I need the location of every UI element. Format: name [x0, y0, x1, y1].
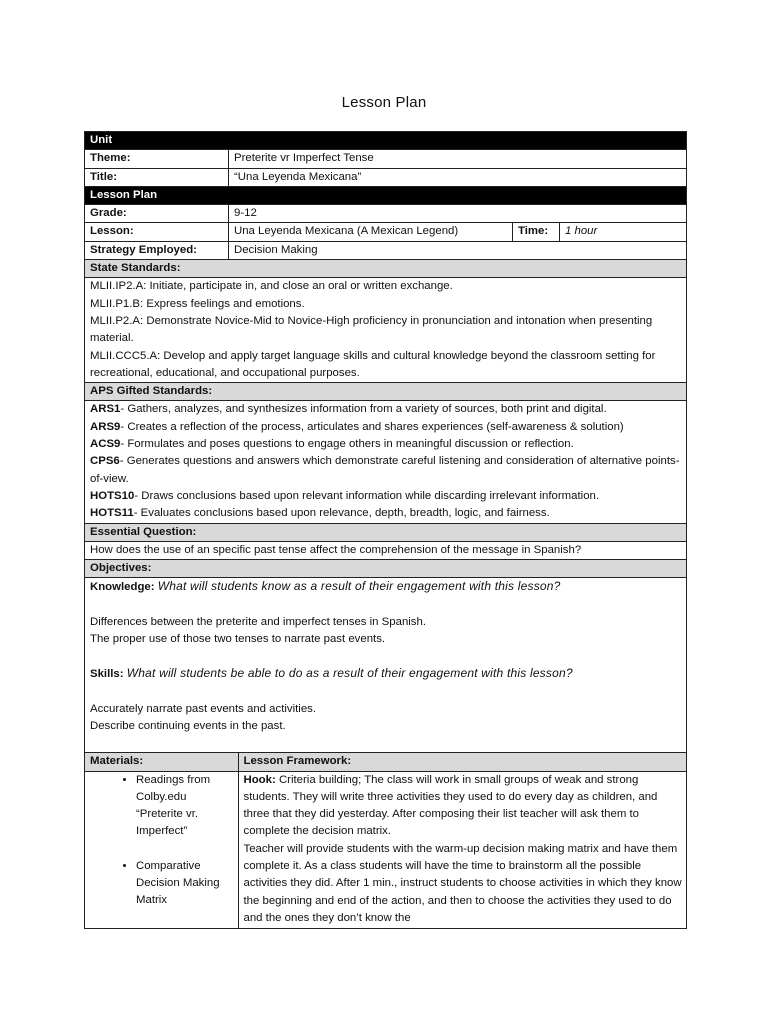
aps-item	[90, 436, 681, 453]
state-standard-item: MLII.P2.A: Demonstrate Novice-Mid to Novice-High proficiency in pronunciation and intonation when presenting material.	[90, 314, 653, 345]
framework-header: Lesson Framework:	[238, 753, 687, 771]
theme-row	[85, 150, 687, 168]
aps-code: ACS9	[90, 438, 121, 451]
aps-header-row	[85, 383, 687, 401]
time-label: Time:	[513, 223, 560, 241]
aps-item	[90, 453, 681, 488]
lesson-plan-header: Lesson Plan	[85, 186, 687, 204]
strategy-label: Strategy Employed:	[85, 241, 229, 259]
grade-value: 9-12	[229, 205, 687, 223]
aps-item	[90, 419, 681, 436]
unit-header: Unit	[85, 132, 687, 150]
materials-cell	[85, 771, 238, 928]
aps-item	[90, 488, 681, 505]
framework-paragraph: Teacher will provide students with the warm-up decision making matrix and have them complete it. As a class students will have the time to brainstorm all the possible activities they did. After 1 min., instruct students to choose activities in which they know the beginning and end of the action, and then to choose the activities they used to do and the ones they don’t know the	[243, 842, 682, 924]
skills-label: Skills:	[90, 668, 124, 681]
aps-item	[90, 401, 681, 418]
skills-line	[90, 665, 681, 683]
lesson-plan-header-row	[85, 186, 687, 204]
aps-code: HOTS11	[90, 507, 134, 520]
lesson-value: Una Leyenda Mexicana (A Mexican Legend)	[229, 223, 513, 241]
materials-item: • Comparative Decision Making Matrix	[136, 858, 233, 910]
knowledge-item: The proper use of those two tenses to narrate past events.	[90, 633, 386, 646]
strategy-row	[85, 241, 687, 259]
state-standard-item: MLII.IP2.A: Initiate, participate in, and close an oral or written exchange.	[90, 280, 453, 293]
lesson-label: Lesson:	[85, 223, 229, 241]
framework-cell	[238, 771, 687, 928]
objectives-row	[85, 578, 687, 753]
aps-item	[90, 505, 681, 522]
materials-item: • Readings from Colby.edu “Preterite vr. Imperfect”	[136, 772, 233, 841]
materials-framework-table	[85, 753, 687, 927]
aps-text: - Formulates and poses questions to engage others in meaningful discussion or reflection.	[120, 438, 574, 451]
title-value: “Una Leyenda Mexicana”	[229, 168, 687, 186]
materials-framework-header-row	[85, 753, 687, 771]
lesson-row	[85, 223, 687, 241]
aps-code: ARS9	[90, 420, 121, 433]
state-standards-list	[85, 278, 687, 383]
theme-label: Theme:	[85, 150, 229, 168]
grade-label: Grade:	[85, 205, 229, 223]
skills-prompt: What will students be able to do as a result of their engagement with this lesson?	[126, 666, 573, 681]
materials-framework-row	[85, 753, 687, 928]
aps-text: - Gathers, analyzes, and synthesizes information from a variety of sources, both print and digital.	[120, 403, 607, 416]
essential-question-header: Essential Question:	[85, 523, 687, 541]
objectives-header: Objectives:	[85, 560, 687, 578]
essential-question-row	[85, 541, 687, 559]
objectives-header-row	[85, 560, 687, 578]
aps-row	[85, 401, 687, 523]
aps-list	[85, 401, 687, 523]
materials-framework-cell	[85, 753, 687, 928]
aps-code: ARS1	[90, 403, 121, 416]
knowledge-item: Differences between the preterite and imperfect tenses in Spanish.	[90, 615, 427, 628]
aps-text: - Generates questions and answers which demonstrate careful listening and consideration of alternative points-of-view.	[90, 455, 680, 485]
knowledge-prompt: What will students know as a result of their engagement with this lesson?	[157, 579, 561, 594]
aps-header: APS Gifted Standards:	[85, 383, 687, 401]
aps-text: - Draws conclusions based upon relevant information while discarding irrelevant information.	[134, 489, 600, 502]
state-standard-item: MLII.P1.B: Express feelings and emotions.	[90, 297, 305, 310]
knowledge-label: Knowledge:	[90, 581, 155, 594]
hook-text: Criteria building; The class will work in small groups of weak and strong students. They will write three activities they used to do every day as children, and three that they did yesterday. After composing their list teacher will ask them to complete the decision matrix.	[243, 773, 658, 838]
document-title: Lesson Plan	[341, 94, 427, 111]
aps-code: CPS6	[90, 455, 120, 468]
skills-item: Accurately narrate past events and activities.	[90, 702, 317, 715]
title-row	[85, 168, 687, 186]
knowledge-line	[90, 578, 681, 596]
grade-row	[85, 205, 687, 223]
title-label: Title:	[85, 168, 229, 186]
aps-code: HOTS10	[90, 489, 135, 502]
skills-item: Describe continuing events in the past.	[90, 719, 286, 732]
theme-value: Preterite vr Imperfect Tense	[229, 150, 687, 168]
aps-text: - Creates a reflection of the process, articulates and shares experiences (self-awareness & solution)	[120, 420, 624, 433]
lesson-plan-table	[84, 131, 687, 929]
aps-text: - Evaluates conclusions based upon relevance, depth, breadth, logic, and fairness.	[133, 507, 550, 520]
essential-question-text: How does the use of an specific past tense affect the comprehension of the message in Spanish?	[85, 541, 687, 559]
hook-label: Hook:	[243, 773, 276, 786]
unit-header-row	[85, 132, 687, 150]
state-standards-header-row	[85, 260, 687, 278]
hook-paragraph	[244, 772, 683, 841]
objectives-body	[85, 578, 687, 753]
materials-framework-body-row	[85, 771, 687, 928]
strategy-value: Decision Making	[229, 241, 687, 259]
essential-question-header-row	[85, 523, 687, 541]
materials-list	[90, 772, 233, 910]
state-standards-row	[85, 278, 687, 383]
state-standard-item: MLII.CCC5.A: Develop and apply target language skills and cultural knowledge beyond the classroom setting for recreational, educational, and occupational purposes.	[90, 349, 656, 379]
state-standards-header: State Standards:	[85, 260, 687, 278]
time-value: 1 hour	[560, 223, 687, 241]
materials-header: Materials:	[85, 753, 238, 771]
